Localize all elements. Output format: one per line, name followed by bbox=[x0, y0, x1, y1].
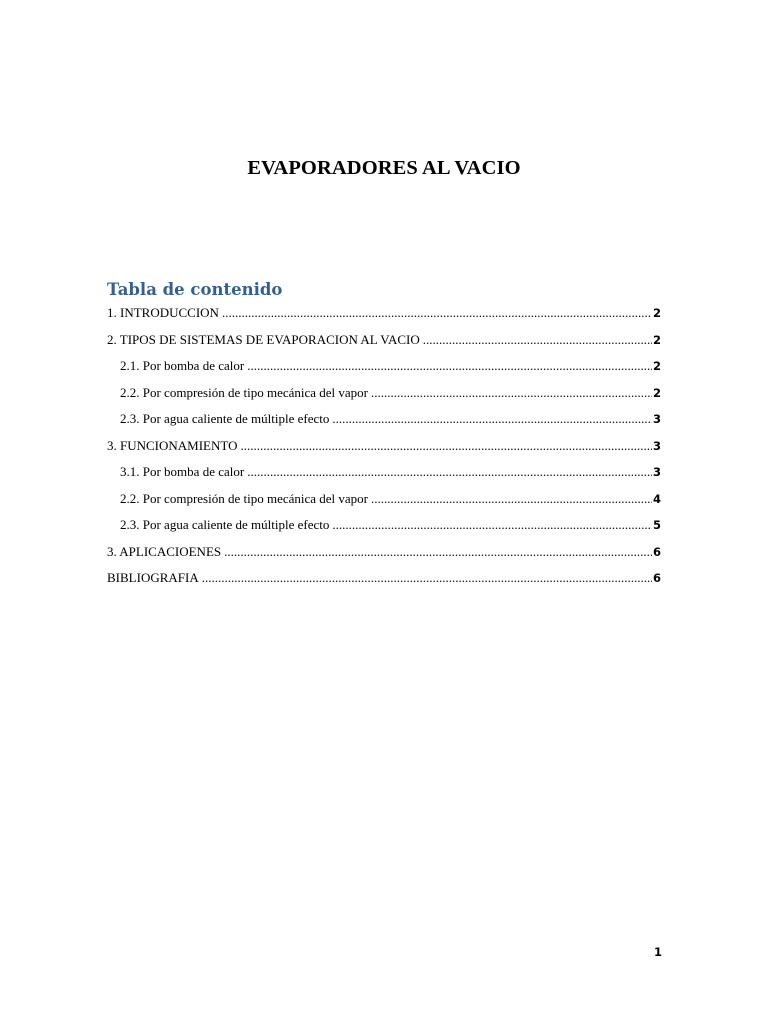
toc-entry-compresion-mecanica[interactable] bbox=[120, 384, 661, 404]
toc-dot-leader bbox=[202, 569, 652, 587]
toc-entry-bomba-de-calor[interactable] bbox=[120, 357, 661, 377]
toc-entry-page: 2 bbox=[652, 359, 661, 373]
toc-entry-funcionamiento[interactable] bbox=[107, 437, 661, 457]
toc-entry-page: 5 bbox=[652, 518, 661, 532]
toc-dot-leader bbox=[224, 543, 652, 561]
toc-entry-page: 6 bbox=[652, 571, 661, 585]
toc-entry-label: 2.2. Por compresión de tipo mecánica del vapor bbox=[120, 384, 369, 400]
toc-dot-leader bbox=[371, 490, 652, 508]
toc-entry-page: 2 bbox=[652, 306, 661, 320]
toc-entry-bibliografia[interactable] bbox=[107, 569, 661, 589]
toc-dot-leader bbox=[332, 516, 652, 534]
page-number: 1 bbox=[653, 945, 662, 959]
toc-entry-label: BIBLIOGRAFIA bbox=[107, 570, 199, 585]
toc-entry-aplicaciones[interactable] bbox=[107, 543, 661, 563]
toc-entry-funcionamiento-bomba-de-calor[interactable] bbox=[120, 463, 661, 483]
toc-entry-page: 4 bbox=[652, 491, 661, 506]
toc-entry-label: 2.1. Por bomba de calor bbox=[120, 358, 245, 373]
toc-entry-label: 3. APLICACIOENES bbox=[107, 543, 222, 559]
toc-entry-page: 3 bbox=[652, 438, 661, 453]
toc-dot-leader bbox=[332, 410, 652, 428]
toc-entry-page: 6 bbox=[652, 544, 661, 559]
toc-entry-page: 2 bbox=[652, 385, 661, 400]
toc-entry-funcionamiento-compresion[interactable] bbox=[120, 490, 661, 510]
toc-heading: Tabla de contenido bbox=[107, 280, 283, 299]
toc-entry-introduccion[interactable] bbox=[107, 304, 661, 324]
toc-entry-label: 1. INTRODUCCION bbox=[107, 305, 219, 320]
toc-entry-label: 2.3. Por agua caliente de múltiple efecto bbox=[120, 517, 330, 532]
toc-dot-leader bbox=[247, 463, 652, 481]
toc-entry-agua-caliente[interactable] bbox=[120, 410, 661, 430]
toc-entry-page: 2 bbox=[652, 332, 661, 347]
toc-dot-leader bbox=[423, 331, 652, 349]
document-title: EVAPORADORES AL VACIO bbox=[247, 157, 521, 179]
toc-entry-label: 3. FUNCIONAMIENTO bbox=[107, 437, 238, 453]
toc-dot-leader bbox=[371, 384, 652, 402]
toc-entry-page: 3 bbox=[652, 465, 661, 479]
toc-entry-tipos-de-sistemas[interactable] bbox=[107, 331, 661, 351]
toc-entry-label: 2.2. Por compresión de tipo mecánica del vapor bbox=[120, 490, 369, 506]
toc-dot-leader bbox=[240, 437, 652, 455]
toc-entry-label: 2. TIPOS DE SISTEMAS DE EVAPORACION AL VACIO bbox=[107, 331, 420, 347]
toc-dot-leader bbox=[247, 357, 652, 375]
toc-dot-leader bbox=[222, 304, 652, 322]
toc-entry-label: 3.1. Por bomba de calor bbox=[120, 464, 245, 479]
toc-entry-page: 3 bbox=[652, 412, 661, 426]
toc-entry-label: 2.3. Por agua caliente de múltiple efecto bbox=[120, 411, 330, 426]
toc-entry-funcionamiento-agua-caliente[interactable] bbox=[120, 516, 661, 536]
